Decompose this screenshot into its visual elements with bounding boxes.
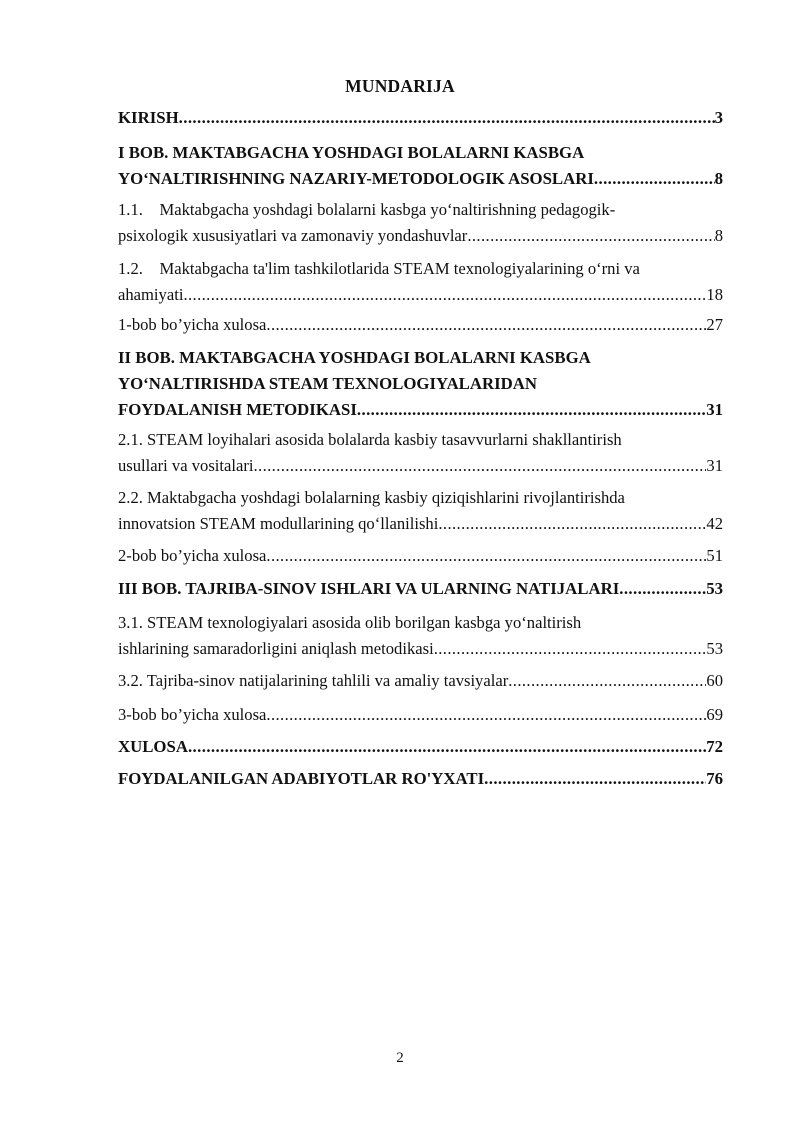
dot-leader [594, 166, 715, 192]
toc-page-number: 60 [706, 671, 723, 690]
toc-entry-section-2-1[interactable] [118, 427, 723, 479]
dot-leader [253, 453, 706, 479]
toc-entry-title-line: I BOB. MAKTABGACHA YOSHDAGI BOLALARNI KASBGA [118, 143, 585, 162]
toc-page-number: 69 [706, 705, 723, 724]
dot-leader [357, 397, 706, 423]
toc-entry-kirish[interactable] [118, 105, 723, 131]
toc-entry-title: 2-bob bo’yicha xulosa [118, 546, 267, 565]
toc-page-number: 42 [706, 514, 723, 533]
dot-leader [266, 543, 706, 569]
dot-leader [188, 734, 706, 760]
toc-page-number: 31 [706, 456, 723, 475]
toc-page-number: 27 [706, 315, 723, 334]
toc-page-number: 31 [706, 400, 723, 419]
toc-entry-chapter-2[interactable] [118, 345, 723, 423]
dot-leader [179, 105, 715, 131]
toc-entry-title: ahamiyati [118, 285, 184, 304]
toc-entry-title: innovatsion STEAM modullarining qo‘llanilishi [118, 514, 439, 533]
toc-entry-xulosa[interactable] [118, 734, 723, 760]
dot-leader [438, 511, 706, 537]
dot-leader [467, 223, 714, 249]
toc-entry-title-line: II BOB. MAKTABGACHA YOSHDAGI BOLALARNI KASBGA [118, 348, 591, 367]
toc-entry-title: usullari va vositalari [118, 456, 254, 475]
toc-entry-section-3-2[interactable] [118, 668, 723, 694]
toc-entry-section-1-2[interactable] [118, 256, 723, 308]
toc-entry-chapter-3-summary[interactable] [118, 702, 723, 728]
toc-page-number: 3 [714, 108, 723, 127]
toc-page-number: 18 [706, 285, 723, 304]
toc-entry-title: psixologik xususiyatlari va zamonaviy yondashuvlar [118, 226, 468, 245]
dot-leader [619, 576, 706, 602]
toc-entry-chapter-1-summary[interactable] [118, 312, 723, 338]
toc-entry-title-line: 2.1. STEAM loyihalari asosida bolalarda kasbiy tasavvurlarni shakllantirish [118, 430, 622, 449]
toc-entry-title: FOYDALANISH METODIKASI [118, 400, 357, 419]
toc-entry-section-2-2[interactable] [118, 485, 723, 537]
toc-entry-title: KIRISH [118, 108, 179, 127]
dot-leader [508, 668, 706, 694]
toc-page-number: 8 [714, 169, 723, 188]
toc-entry-title: XULOSA [118, 737, 188, 756]
toc-entry-title-line: YO‘NALTIRISHDA STEAM TEXNOLOGIYALARIDAN [118, 374, 538, 393]
toc-entry-title: 3-bob bo’yicha xulosa [118, 705, 267, 724]
toc-page-number: 8 [714, 226, 723, 245]
toc-entry-title-line: 1.2. Maktabgacha ta'lim tashkilotlarida STEAM texnologiyalarining o‘rni va [118, 259, 640, 278]
dot-leader [183, 282, 706, 308]
toc-entry-references[interactable] [118, 766, 723, 792]
toc-entry-title-line: 3.1. STEAM texnologiyalari asosida olib borilgan kasbga yo‘naltirish [118, 613, 582, 632]
toc-entry-section-3-1[interactable] [118, 610, 723, 662]
toc-entry-title: ishlarining samaradorligini aniqlash metodikasi [118, 639, 434, 658]
page-title: MUNDARIJA [345, 76, 455, 96]
toc-page-number: 53 [706, 579, 723, 598]
toc-page-number: 72 [706, 737, 723, 756]
toc-entry-title: 1-bob bo’yicha xulosa [118, 315, 267, 334]
toc-page-number: 51 [706, 546, 723, 565]
dot-leader [484, 766, 706, 792]
toc-entry-title-line: 1.1. Maktabgacha yoshdagi bolalarni kasbga yo‘naltirishning pedagogik- [118, 200, 616, 219]
toc-page-number: 76 [706, 769, 723, 788]
toc-entry-title: YO‘NALTIRISHNING NAZARIY-METODOLOGIK ASOSLARI [118, 169, 594, 188]
toc-entry-title: III BOB. TAJRIBA-SINOV ISHLARI VA ULARNING NATIJALARI [118, 579, 620, 598]
page-number: 2 [396, 1050, 404, 1066]
toc-entry-chapter-3[interactable] [118, 576, 723, 602]
toc-page-number: 53 [706, 639, 723, 658]
toc-entry-title: FOYDALANILGAN ADABIYOTLAR RO'YXATI [118, 769, 485, 788]
toc-entry-section-1-1[interactable] [118, 197, 723, 249]
toc-entry-title: 3.2. Tajriba-sinov natijalarining tahlili va amaliy tavsiyalar [118, 671, 509, 690]
toc-entry-chapter-1[interactable] [118, 140, 723, 192]
toc-entry-title-line: 2.2. Maktabgacha yoshdagi bolalarning kasbiy qiziqishlarini rivojlantirishda [118, 488, 625, 507]
toc-entry-chapter-2-summary[interactable] [118, 543, 723, 569]
dot-leader [266, 702, 706, 728]
dot-leader [266, 312, 706, 338]
dot-leader [434, 636, 707, 662]
